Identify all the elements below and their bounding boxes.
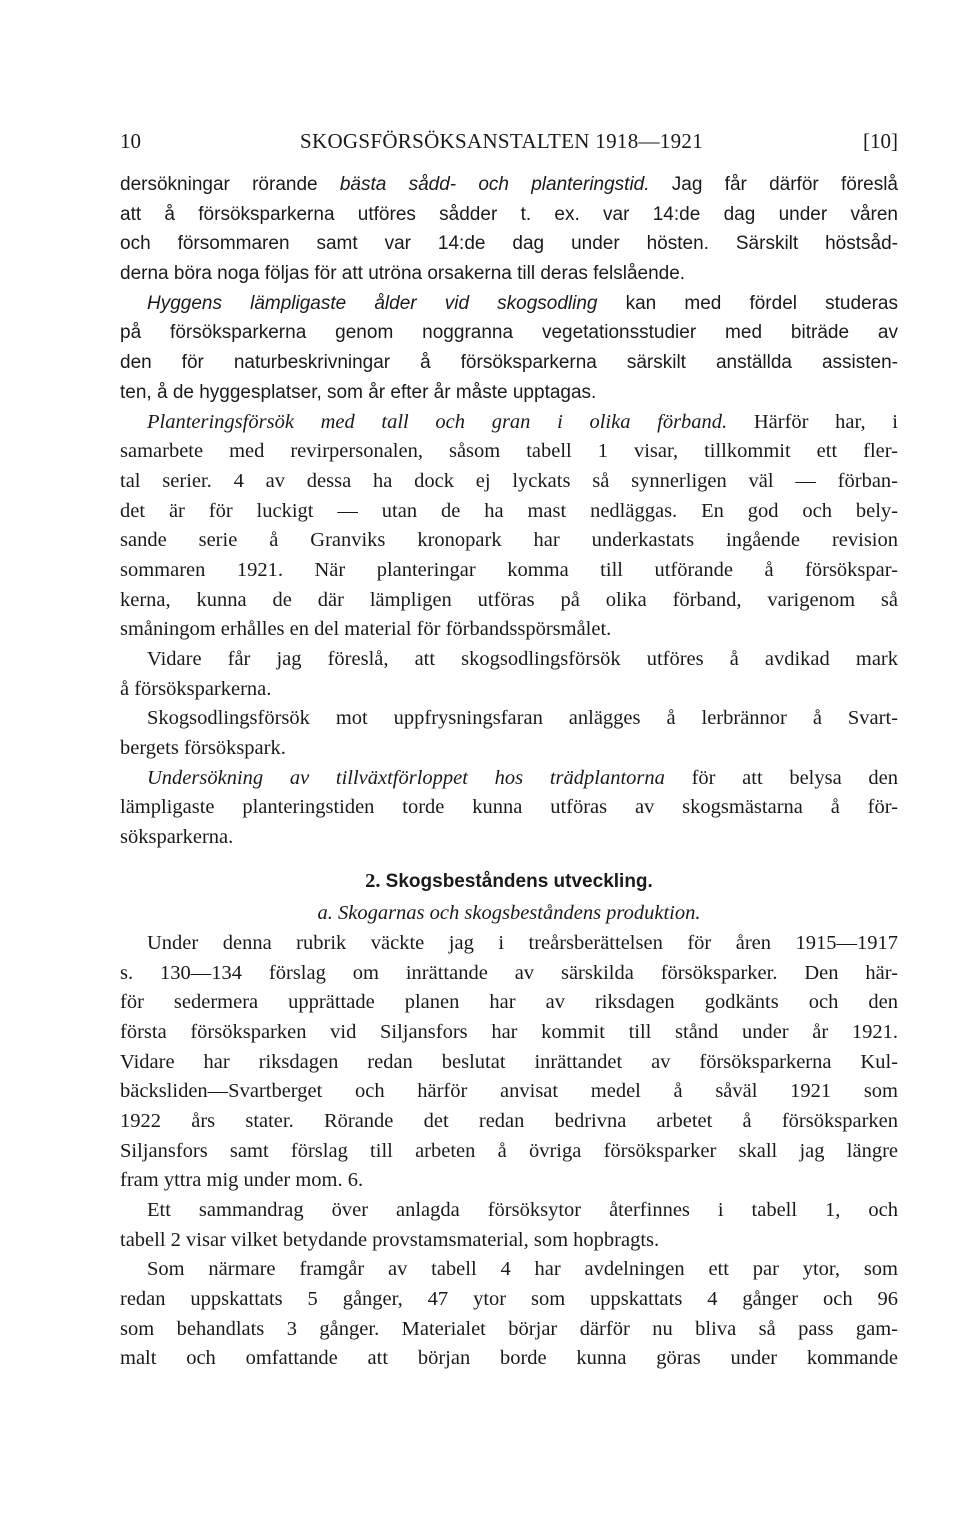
text-line: det är för luckigt — utan de ha mast nedläggas. En god och bely- xyxy=(120,499,898,522)
body-text xyxy=(120,170,898,1374)
text-line: bäcksliden—Svartberget och härför anvisat medel å såväl 1921 som xyxy=(120,1080,898,1103)
text-line: första försöksparken vid Siljansfors har kommit till stånd under år 1921. xyxy=(120,1020,898,1043)
text-line: lämpligaste planteringstiden torde kunna utföras av skogsmästarna å för- xyxy=(120,796,898,819)
text-line: bergets försökspark. xyxy=(120,737,286,760)
bracket-page-number: [10] xyxy=(863,129,898,153)
text-line: fram yttra mig under mom. 6. xyxy=(120,1169,364,1192)
text-line: den för naturbeskrivningar å försöksparkerna särskilt anställda assisten- xyxy=(120,352,898,374)
text-line: Siljansfors samt förslag till arbeten å övriga försöksparker skall jag längre xyxy=(120,1139,898,1162)
paragraph xyxy=(120,289,898,408)
text-line: som behandlats 3 gånger. Materialet börjar därför nu bliva så pass gam- xyxy=(120,1317,898,1340)
text-line: redan uppskattats 5 gånger, 47 ytor som uppskattats 4 gånger och 96 xyxy=(120,1288,898,1311)
text-line: sande serie å Granviks kronopark har underkastats ingående revision xyxy=(120,529,898,552)
subsection-heading: a. Skogarnas och skogsbeståndens produktion. xyxy=(317,901,701,924)
text-line: s. 130—134 förslag om inrättande av särskilda försöksparker. Den här- xyxy=(120,961,898,984)
text-line: sommaren 1921. När planteringar komma till utförande å försökspar- xyxy=(120,558,898,581)
paragraph xyxy=(120,1196,898,1255)
text-line: tal serier. 4 av dessa ha dock ej lyckats så synnerligen väl — förban- xyxy=(120,469,898,492)
text-line: Vidare får jag föreslå, att skogsodlingsförsök utföres å avdikad mark xyxy=(147,648,898,670)
text-line: för sedermera upprättade planen har av riksdagen godkänts och den xyxy=(120,991,898,1014)
paragraph xyxy=(120,645,898,704)
text-line: småningom erhålles en del material för förbandsspörsmålet. xyxy=(120,618,612,641)
text-line: å försöksparkerna. xyxy=(120,677,272,700)
paragraph xyxy=(120,704,898,763)
text-line: Vidare har riksdagen redan beslutat inrättandet av försöksparkerna Kul- xyxy=(120,1050,898,1073)
text-line: Ett sammandrag över anlagda försöksytor återfinnes i tabell 1, och xyxy=(147,1199,898,1221)
text-line: ten, å de hyggesplatser, som år efter år måste upptagas. xyxy=(120,381,597,403)
text-line: malt och omfattande att början borde kunna göras under kommande xyxy=(120,1347,898,1370)
section-heading: 2. Skogsbeståndens utveckling. xyxy=(365,869,653,892)
text-line: på försöksparkerna genom noggranna vegetationsstudier med biträde av xyxy=(120,322,898,344)
text-line: Undersökning av tillväxtförloppet hos trädplantorna för att belysa den xyxy=(147,766,898,789)
text-line: Som närmare framgår av tabell 4 har avdelningen ett par ytor, som xyxy=(147,1258,898,1281)
paragraph xyxy=(120,170,898,289)
text-line: att å försöksparkerna utföres sådder t. ex. var 14:de dag under våren xyxy=(120,203,898,225)
text-line: söksparkerna. xyxy=(120,826,234,849)
text-line: 1922 års stater. Rörande det redan bedrivna arbetet å försöksparken xyxy=(120,1109,898,1132)
text-line: Planteringsförsök med tall och gran i olika förband. Härför har, i xyxy=(147,410,898,433)
text-line: kerna, kunna de där lämpligen utföras på olika förband, varigenom så xyxy=(120,588,898,611)
paragraph xyxy=(120,408,898,646)
text-line: och försommaren samt var 14:de dag under hösten. Särskilt höstsåd- xyxy=(120,233,898,255)
text-line: samarbete med revirpersonalen, såsom tabell 1 visar, tillkommit ett fler- xyxy=(120,440,898,463)
text-line: derna böra noga följas för att utröna orsakerna till deras felslående. xyxy=(120,263,686,285)
text-line: Skogsodlingsförsök mot uppfrysningsfaran anlägges å lerbrännor å Svart- xyxy=(147,707,898,730)
running-title: SKOGSFÖRSÖKSANSTALTEN 1918—1921 xyxy=(300,129,703,153)
paragraph xyxy=(120,764,898,853)
text-line: dersökningar rörande bästa sådd- och planteringstid. Jag får därför föreslå xyxy=(120,174,898,195)
page-header xyxy=(120,124,898,158)
paragraph xyxy=(120,1255,898,1374)
text-line: Under denna rubrik väckte jag i treårsberättelsen för åren 1915—1917 xyxy=(147,931,898,954)
page-number: 10 xyxy=(120,129,141,153)
text-line: tabell 2 visar vilket betydande provstamsmaterial, som hopbragts. xyxy=(120,1228,660,1251)
text-line: Hyggens lämpligaste ålder vid skogsodling kan med fördel studeras xyxy=(147,292,898,314)
paragraph xyxy=(120,929,898,1196)
